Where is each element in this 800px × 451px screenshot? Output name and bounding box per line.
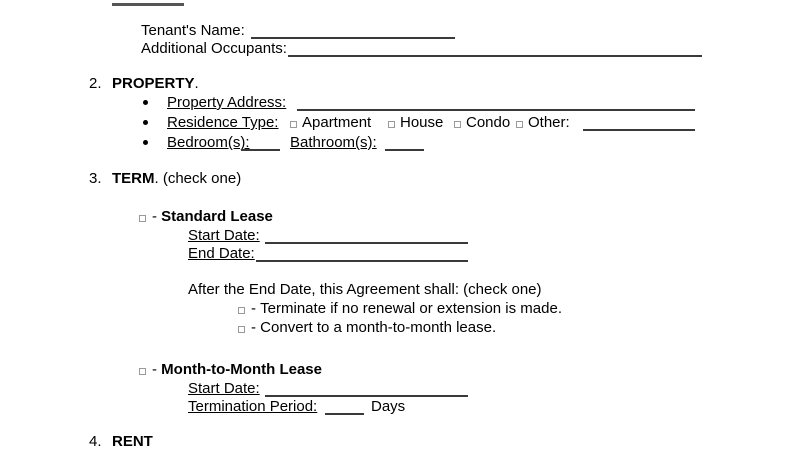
section-number-property: 2. [89,75,102,92]
additional-occupants-label: Additional Occupants: [141,40,287,57]
standard-lease-label: Standard Lease [161,208,273,225]
section-title-term [112,170,241,188]
option-label-house: House [400,114,444,131]
property-address-input[interactable] [297,109,695,111]
checkbox-terminate-no-renewal[interactable] [238,307,245,314]
mtm-start-date-input[interactable] [265,395,468,397]
section-number-rent: 4. [89,433,102,450]
convert-option-label: Convert to a month-to-month lease. [260,319,497,336]
property-address-label-text: Property Address: [167,94,287,111]
terminate-option-dash: - [251,300,256,317]
mtm-start-date-label-text: Start Date: [188,380,260,397]
residence-type-label-text: Residence Type: [167,114,279,131]
month-to-month-label: Month-to-Month Lease [161,361,322,378]
option-label-apartment: Apartment [302,114,372,131]
tenant-name-input[interactable] [251,37,455,39]
after-end-date-text: After the End Date, this Agreement shall: (check one) [188,281,542,298]
section-number-term: 3. [89,170,102,187]
mtm-termination-period-input[interactable] [325,413,364,415]
standard-end-date-label [188,245,255,263]
standard-start-date-input[interactable] [265,242,468,244]
month-to-month-dash: - [152,361,157,378]
option-label-other: Other: [528,114,570,131]
convert-option-dash: - [251,319,256,336]
after-end-date-option-terminate [251,300,562,318]
checkbox-apartment[interactable] [290,121,297,128]
mtm-termination-period-unit: Days [371,398,406,415]
tenant-name-label: Tenant's Name: [141,22,245,39]
term-heading-text: TERM [112,170,155,187]
terminate-option-label: Terminate if no renewal or extension is made. [260,300,562,317]
bullet-icon [143,140,148,145]
checkbox-month-to-month-lease[interactable] [139,368,146,375]
section-title-rent: RENT [112,433,153,450]
property-heading-suffix: . [194,75,199,92]
property-heading-text: PROPERTY [112,75,195,92]
mtm-termination-period-label [188,398,317,416]
clipped-fill-rule-top [112,3,184,6]
standard-end-date-input[interactable] [256,260,468,262]
property-address-label [167,94,286,112]
residence-type-other-input[interactable] [583,129,695,131]
standard-lease-dash: - [152,208,157,225]
standard-end-date-label-text: End Date: [188,245,255,262]
checkbox-standard-lease[interactable] [139,215,146,222]
checkbox-condo[interactable] [454,121,461,128]
bedrooms-label [167,134,250,152]
standard-start-date-label-text: Start Date: [188,227,260,244]
bathrooms-label-text: Bathroom(s): [290,134,377,151]
bathrooms-input[interactable] [385,149,424,151]
after-end-date-option-convert [251,319,496,337]
standard-start-date-label [188,227,260,245]
checkbox-other[interactable] [516,121,523,128]
checkbox-house[interactable] [388,121,395,128]
mtm-termination-period-label-text: Termination Period: [188,398,318,415]
mtm-start-date-label [188,380,260,398]
term-heading-suffix: . (check one) [154,170,242,187]
bullet-icon [143,100,148,105]
checkbox-convert-month-to-month[interactable] [238,326,245,333]
bedrooms-input[interactable] [241,149,280,151]
standard-lease-option [152,208,273,226]
option-label-condo: Condo [466,114,511,131]
bullet-icon [143,120,148,125]
residence-type-label [167,114,278,132]
section-title-property [112,75,199,93]
month-to-month-option [152,361,322,379]
bathrooms-label [290,134,377,152]
bedrooms-label-text: Bedroom(s): [167,134,250,151]
additional-occupants-input[interactable] [288,55,702,57]
